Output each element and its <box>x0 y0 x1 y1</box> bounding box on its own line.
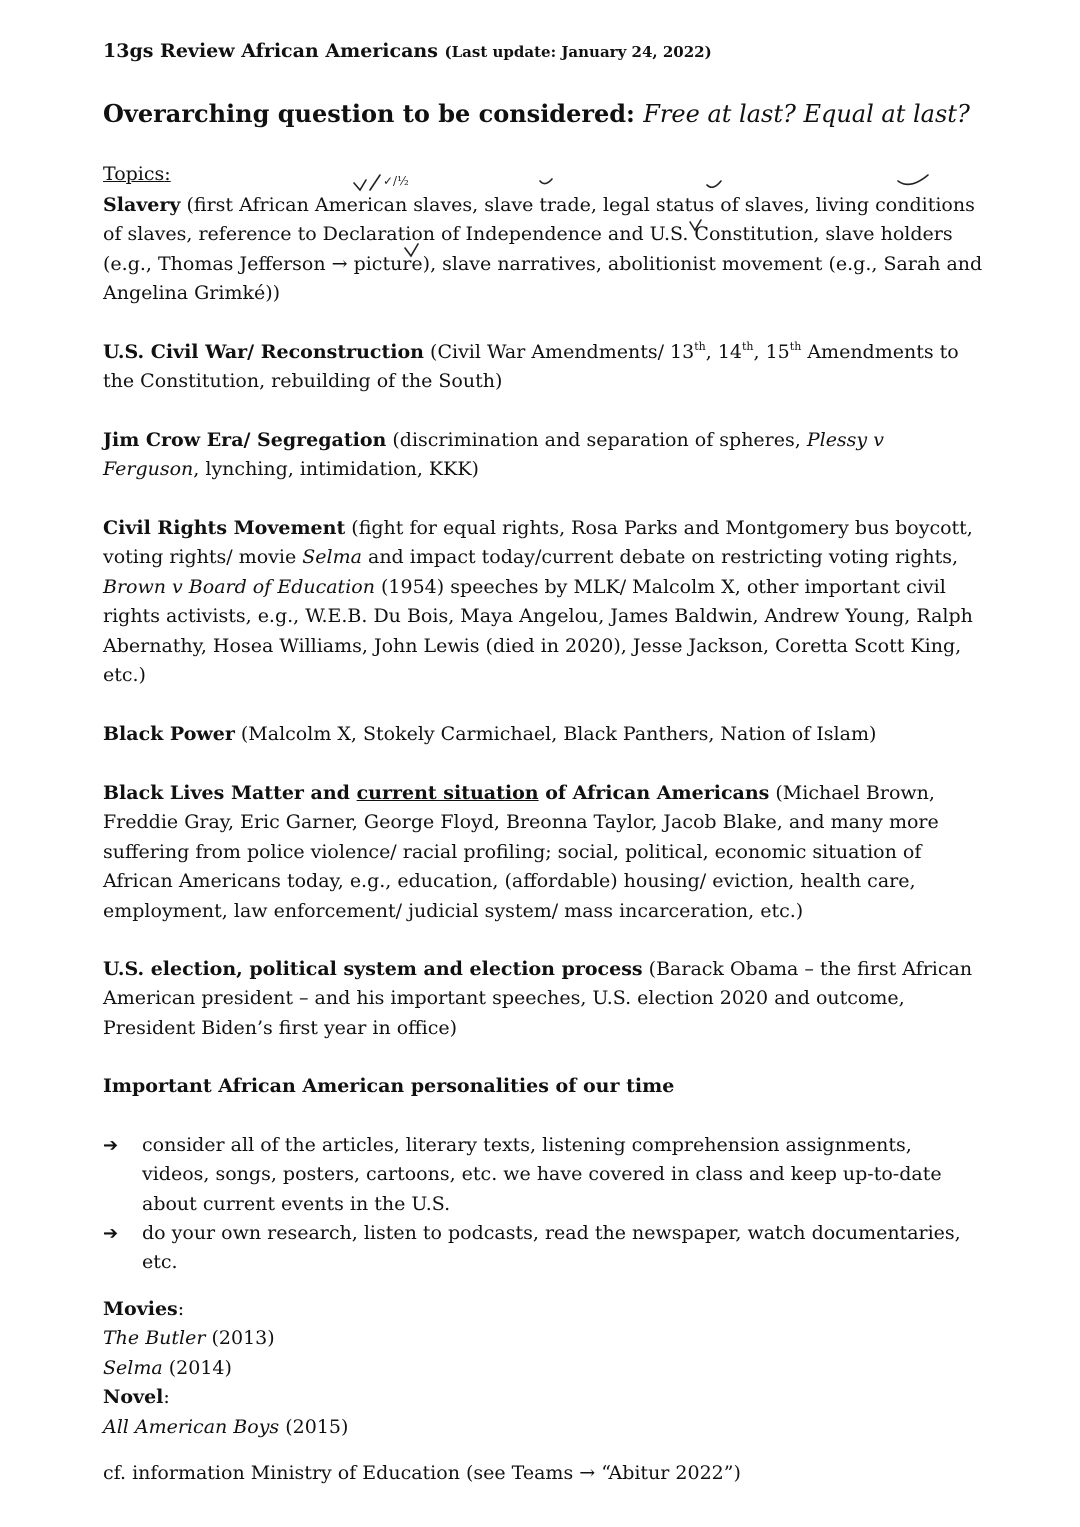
topic-civil-war: U.S. Civil War/ Reconstruction (Civil War Amendments/ 13th, 14th, 15th Amendments to the Constitution, rebuilding of the South) <box>103 339 959 393</box>
document-title: 13gs Review African Americans <box>103 40 438 62</box>
topic-title: Black Lives Matter and current situation of African Americans <box>103 782 770 804</box>
list-item: ➔ consider all of the articles, literary texts, listening comprehension assignments, videos, songs, posters, cartoons, etc. we have covered in class and keep up-to-date about current events in the U.S. <box>103 1131 983 1219</box>
topic-slavery <box>103 191 983 309</box>
court-case: Plessy v Ferguson <box>103 429 884 481</box>
topic-civil-rights: Civil Rights Movement (fight for equal rights, Rosa Parks and Montgomery bus boycott, voting rights/ movie Selma and impact today/current debate on restricting voting rights, Brown v Board of Education (1954) speeches by MLK/ Malcolm X, other important civil rights activists, e.g., W.E.B. Du Bois, Maya Angelou, James Baldwin, Andrew Young, Ralph Abernathy, Hosea Williams, John Lewis (died in 2020), Jesse Jackson, Coretta Scott King, etc.) <box>103 517 973 687</box>
handwritten-fraction: ✓/½ <box>383 174 409 188</box>
court-case: Brown v Board of Education <box>103 575 375 598</box>
arrow-right-icon: ➔ <box>103 1223 119 1244</box>
topic-personalities <box>103 1072 983 1101</box>
list-item: ➔ do your own research, listen to podcasts, read the newspaper, watch documentaries, etc. <box>103 1219 983 1278</box>
movies-heading: Movies: <box>103 1298 185 1320</box>
overarching-question <box>103 99 983 128</box>
list-item: The Butler (2013) <box>103 1327 275 1350</box>
footer-note: cf. information Ministry of Education (see Teams → “Abitur 2022”) <box>103 1462 741 1484</box>
topic-title: Civil Rights Movement <box>103 517 346 539</box>
topic-election <box>103 955 983 1043</box>
last-update: (Last update: January 24, 2022) <box>444 43 712 61</box>
list-item: Selma (2014) <box>103 1356 232 1379</box>
arrow-right-icon: ➔ <box>103 1135 119 1156</box>
topics-heading: Topics: <box>103 163 171 185</box>
question-text: Free at last? Equal at last? <box>643 100 970 128</box>
topic-title: Jim Crow Era/ Segregation <box>103 429 387 451</box>
topic-black-lives-matter <box>103 779 983 926</box>
topic-description: (first African American slaves, slave trade, legal status of slaves, living conditions of slaves, reference to Declaration of Independence and U.S. Constitution, slave holders (e.g., Thomas Jefferson → picture), slave narratives, abolitionist movement (e.g., Sarah and Angelina Grimké)) <box>103 194 983 305</box>
topic-description: (Michael Brown, Freddie Gray, Eric Garner, George Floyd, Breonna Taylor, Jacob Blake, and many more suffering from police violence/ racial profiling; social, political, economic situation of African Americans today, e.g., education, (affordable) housing/ eviction, health care, employment, law enforcement/ judicial system/ mass incarceration, etc.) <box>103 782 939 922</box>
topic-description: (Barack Obama – the first African American president – and his important speeches, U.S. election 2020 and outcome, President Biden’s first year in office) <box>103 958 973 1039</box>
document-header <box>103 40 983 62</box>
question-label: Overarching question to be considered: <box>103 99 635 128</box>
topic-title: U.S. election, political system and election process <box>103 958 643 980</box>
novel-heading: Novel: <box>103 1386 170 1409</box>
topic-title: Black Power <box>103 723 235 745</box>
topic-description: (Malcolm X, Stokely Carmichael, Black Panthers, Nation of Islam) <box>240 723 877 745</box>
topic-black-power <box>103 720 983 749</box>
topic-jim-crow: Jim Crow Era/ Segregation (discrimination and separation of spheres, Plessy v Ferguson, lynching, intimidation, KKK) <box>103 429 884 481</box>
list-item: All American Boys (2015) <box>103 1415 349 1438</box>
topic-title: Slavery <box>103 194 181 216</box>
movies-section <box>103 1295 983 1442</box>
topic-title: Important African American personalities of our time <box>103 1075 675 1097</box>
movie-title: Selma <box>302 546 362 569</box>
topic-title: U.S. Civil War/ Reconstruction <box>103 341 424 363</box>
